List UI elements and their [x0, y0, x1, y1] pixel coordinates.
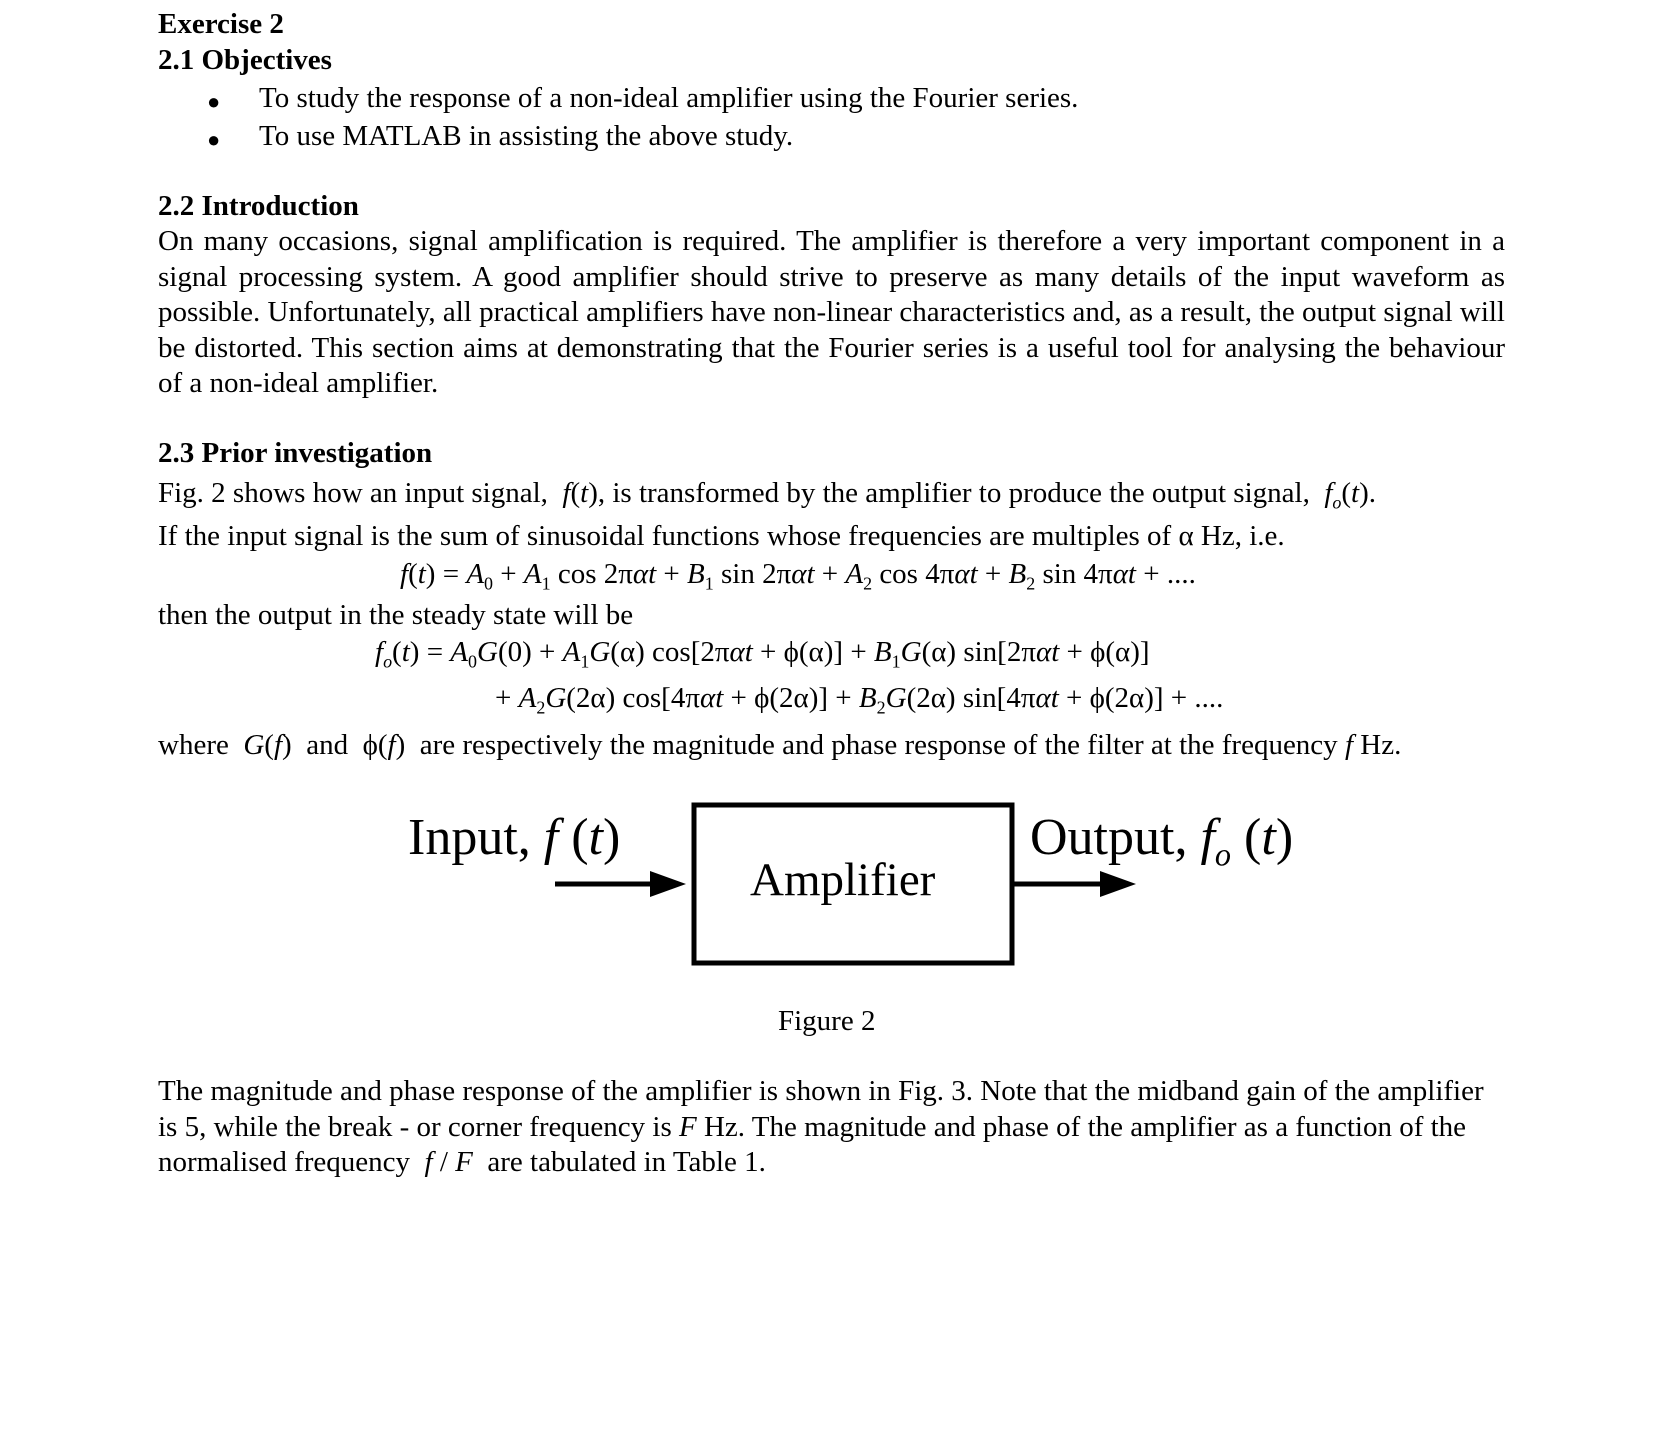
objective-item: To study the response of a non-ideal amplifier using the Fourier series.: [259, 82, 1079, 114]
input-label-text: Input,: [408, 809, 531, 866]
where-line: where G(f) and ϕ(f) are respectively the magnitude and phase response of the filter at the frequency f Hz.: [158, 729, 1402, 761]
closing-paragraph: The magnitude and phase response of the amplifier is shown in Fig. 3. Note that the midband gain of the amplifier is 5, while the break - or corner frequency is F Hz. The magnitude and phase of the amplifier as a function of the normalised frequency f / F are tabulated in Table 1.: [158, 1075, 1484, 1178]
amplifier-label: Amplifier: [750, 854, 936, 906]
prior-line-1-mid: , is transformed by the amplifier to produce the output signal,: [597, 477, 1310, 509]
output-label-text: Output,: [1030, 809, 1188, 866]
closing-text-2: Hz. The magnitude and phase of the amplifier as a function of the normalised frequency: [158, 1110, 1467, 1178]
then-text: then the output in the steady state will be: [158, 599, 634, 631]
bullet-icon: ●: [207, 127, 221, 152]
where-text-a: where: [158, 729, 229, 761]
prior-line-1: Fig. 2 shows how an input signal, f(t), is transformed by the amplifier to produce the output signal, $f_o(t)$.: [158, 477, 1377, 513]
closing-text-3: are tabulated in Table 1.: [487, 1146, 766, 1178]
input-equation: $f(t) = A_0 + A_1$ $\cos 2\pi\alpha t + B_1$ $\sin 2\pi\alpha t + A_2$ $\cos 4\pi\alpha t + B_2$ sin 4παt + ....: [400, 558, 1196, 594]
figure-caption: Figure 2: [778, 1005, 876, 1037]
prior-heading: 2.3 Prior investigation: [158, 437, 433, 469]
introduction-heading: 2.2 Introduction: [158, 190, 359, 222]
bullet-icon: ●: [207, 89, 221, 114]
output-equation-line-2: + $A_2G(2\alpha) \cos[4\pi\alpha t + \phi(2\alpha)] + B_2G(2\alpha) \sin[4\pi\alpha t + \phi(2\alpha)]$ + ....: [495, 682, 1224, 718]
output-label: Output, $f_o$ (t): [1030, 809, 1294, 873]
output-equation-line-1: $f_o(t) = A_0G(0) + A_1G(\alpha) \cos[2\pi\alpha t + \phi(\alpha)] + B_1G(\alpha) \sin[2\pi\alpha t + \phi(\alpha)]$: [375, 636, 1150, 672]
prior-line-2: If the input signal is the sum of sinusoidal functions whose frequencies are multiples of α Hz, i.e.: [158, 520, 1285, 552]
where-text-d: Hz.: [1360, 729, 1402, 761]
exercise-title: Exercise 2: [158, 8, 284, 40]
where-text-c: are respectively the magnitude and phase response of the filter at the frequency: [419, 729, 1338, 761]
closing-text-1: The magnitude and phase response of the amplifier is shown in Fig. 3. Note that the midband gain of the amplifier is 5, while the break - or corner frequency is: [158, 1075, 1484, 1143]
objective-item: To use MATLAB in assisting the above study.: [259, 120, 794, 152]
where-text-b: and: [306, 729, 349, 761]
input-arrow-head: [650, 871, 686, 897]
prior-line-1-start: Fig. 2 shows how an input signal,: [158, 477, 548, 509]
objectives-heading: 2.1 Objectives: [158, 44, 332, 76]
introduction-paragraph: On many occasions, signal amplification is required. The amplifier is therefore a very important component in a signal processing system. A good amplifier should strive to preserve as many details of the input waveform as possible. Unfortunately, all practical amplifiers have non-linear characteristics and, as a result, the output signal will be distorted. This section aims at demonstrating that the Fourier series is a useful tool for analysing the behaviour of a non-ideal amplifier.: [158, 225, 1505, 399]
output-arrow-head: [1100, 871, 1136, 897]
input-label: Input, f (t): [408, 809, 621, 866]
